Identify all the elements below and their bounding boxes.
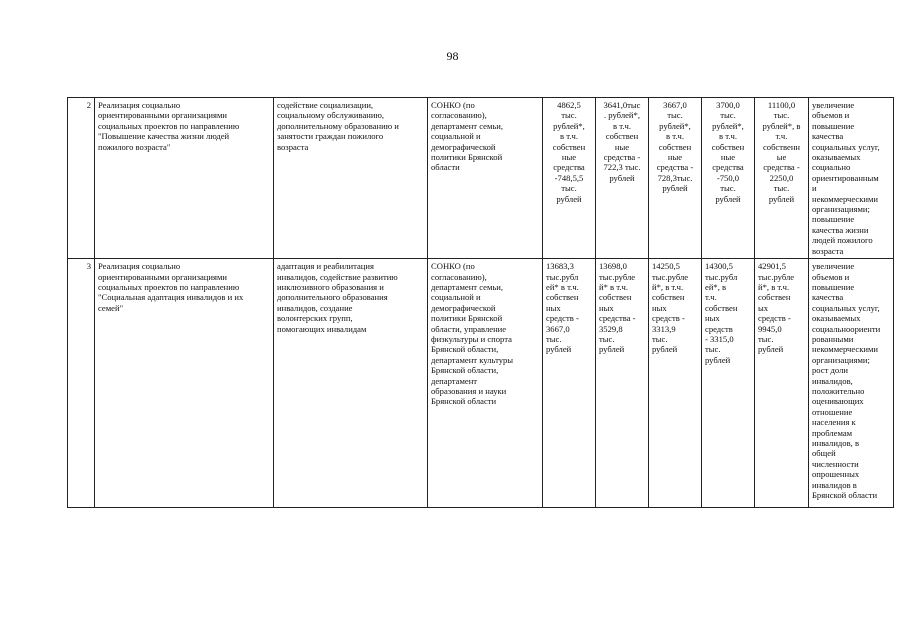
cell-text-line: 11100,0: [767, 100, 796, 110]
cell-text-line: рованными: [812, 333, 854, 344]
cell-text-line: рублей: [599, 344, 625, 355]
cell-text-line: . рублей*,: [604, 110, 640, 121]
table-body: [68, 98, 894, 508]
cell-text-line: средств -: [758, 313, 791, 324]
activity-content-cell: [274, 98, 428, 259]
expected-result-cell: [809, 98, 894, 259]
cell-text-line: 3667,0: [546, 323, 570, 334]
cell-text-line: социальных проектов по направлению: [98, 281, 240, 292]
cell-text-line: тыс.: [773, 183, 790, 194]
cell-text-line: 13698,0: [599, 261, 627, 272]
cell-text-line: ных: [599, 302, 614, 313]
cell-text-line: демографической: [431, 302, 496, 313]
cell-text-line: рублей: [662, 183, 688, 194]
cell-text-line: ные: [614, 141, 630, 152]
cell-text-line: ные: [667, 152, 683, 163]
cell-text-line: -750,0: [716, 172, 740, 183]
funding-year-3-cell: [649, 259, 702, 508]
activity-title-cell: [95, 98, 274, 259]
row-number-cell: 3: [68, 259, 95, 508]
cell-text-line: рублей: [715, 193, 741, 204]
cell-text-line: инвалидов, содействие развитию: [277, 271, 398, 282]
page-number: 98: [446, 49, 459, 63]
cell-text-line: в т.ч.: [613, 120, 631, 131]
cell-text-line: отношение: [812, 406, 853, 417]
cell-text-line: качества жизни: [812, 224, 869, 235]
program-activities-table: [67, 97, 894, 508]
cell-text-line: социальной и: [431, 292, 481, 303]
cell-text-line: содействие социализации,: [277, 100, 374, 110]
cell-text-line: средства: [553, 162, 585, 173]
cell-text-line: ных: [705, 313, 720, 324]
cell-text-line: возраста: [812, 245, 844, 256]
cell-text-line: "Повышение качества жизни людей: [98, 131, 230, 142]
cell-text-line: демографической: [431, 141, 496, 152]
cell-text-line: увеличение: [812, 100, 855, 110]
cell-text-line: адаптация и реабилитация: [277, 261, 374, 272]
cell-text-line: в т.ч.: [666, 131, 684, 142]
cell-text-line: населения к: [812, 417, 856, 428]
cell-text-line: ых: [758, 302, 769, 313]
cell-text-line: оценивающих: [812, 396, 864, 407]
cell-text-line: тыс.: [561, 110, 577, 121]
cell-text-line: социальных проектов по направлению: [98, 120, 240, 131]
cell-text-line: некоммерческими: [812, 193, 879, 204]
cell-text-line: области, управление: [431, 323, 507, 334]
cell-text-line: рост доли: [812, 365, 848, 376]
cell-text-line: согласованию),: [431, 110, 487, 121]
cell-text-line: 3313,9: [652, 323, 676, 334]
cell-text-line: Брянской области: [812, 490, 878, 501]
table-row: [68, 98, 894, 259]
cell-text-line: организациями;: [812, 204, 870, 215]
cell-text-line: инвалидов,: [812, 375, 853, 386]
cell-text-line: ей* в т.ч.: [546, 281, 579, 292]
cell-text-line: тыс.: [652, 333, 668, 344]
cell-text-line: социальноориенти: [812, 323, 881, 334]
cell-text-line: ных: [546, 302, 561, 313]
cell-text-line: средства -: [603, 152, 641, 163]
cell-text-line: 3641,0тыс: [603, 100, 641, 110]
cell-text-line: общей: [812, 448, 836, 459]
funding-year-1-cell: [543, 98, 596, 259]
cell-text-line: семей": [98, 302, 124, 313]
cell-text-line: департамент семьи,: [431, 281, 504, 292]
cell-text-line: объемов и: [812, 110, 850, 121]
cell-text-line: рублей: [705, 354, 731, 365]
funding-year-3-cell: [649, 98, 702, 259]
cell-text-line: Брянской области,: [431, 344, 499, 355]
cell-text-line: средства: [712, 162, 744, 173]
activity-title-cell: [95, 259, 274, 508]
cell-text-line: средства -: [763, 162, 800, 173]
cell-text-line: социальной и: [431, 131, 481, 142]
cell-text-line: й* в т.ч.: [599, 281, 628, 292]
cell-text-line: повышение: [812, 120, 855, 131]
cell-text-line: собственн: [762, 141, 801, 152]
cell-text-line: согласованию),: [431, 271, 487, 282]
cell-text-line: оказываемых: [812, 313, 861, 324]
cell-text-line: пожилого возраста": [98, 141, 171, 152]
cell-text-line: проблемам: [812, 427, 853, 438]
cell-text-line: 3700,0: [716, 100, 740, 110]
funding-year-4-cell: [702, 98, 755, 259]
cell-text-line: социально: [812, 162, 851, 173]
cell-text-line: департамент культуры: [431, 354, 514, 365]
cell-text-line: 13683,3: [546, 261, 574, 272]
cell-text-line: и: [812, 183, 817, 194]
cell-text-line: й*, в т.ч.: [758, 281, 790, 292]
funding-year-1-cell: [543, 259, 596, 508]
cell-text-line: повышение: [812, 281, 855, 292]
cell-text-line: тыс.: [667, 110, 683, 121]
cell-text-line: ориентированными организациями: [98, 271, 227, 282]
cell-text-line: объемов и: [812, 271, 850, 282]
cell-text-line: Реализация социально: [98, 261, 181, 272]
cell-text-line: департамент: [431, 375, 478, 386]
cell-text-line: политики Брянской: [431, 152, 503, 163]
cell-text-line: ориентированными организациями: [98, 110, 227, 121]
cell-text-line: ые: [776, 152, 787, 163]
cell-text-line: инвалидов, создание: [277, 302, 353, 313]
cell-text-line: тыс.рубл: [546, 271, 579, 282]
cell-text-line: "Социальная адаптация инвалидов и их: [98, 292, 244, 303]
cell-text-line: собствен: [711, 141, 745, 152]
cell-text-line: 3529,8: [599, 323, 623, 334]
cell-text-line: рублей*, в: [762, 120, 801, 131]
cell-text-line: тыс.: [546, 333, 562, 344]
cell-text-line: в т.ч.: [560, 131, 578, 142]
cell-text-line: -748,5,5: [554, 172, 584, 183]
cell-text-line: средств -: [652, 313, 685, 324]
cell-text-line: людей пожилого: [812, 235, 873, 246]
cell-text-line: тыс.рубле: [758, 271, 795, 282]
cell-text-line: некоммерческими: [812, 344, 879, 355]
cell-text-line: численности: [812, 458, 859, 469]
cell-text-line: тыс.: [705, 344, 721, 355]
cell-text-line: социальному обслуживанию,: [277, 110, 385, 121]
cell-text-line: рублей*,: [553, 120, 585, 131]
cell-text-line: качества: [812, 292, 844, 303]
cell-text-line: оказываемых: [812, 152, 861, 163]
cell-text-line: возраста: [277, 141, 309, 152]
executors-cell: [428, 259, 543, 508]
cell-text-line: тыс.: [720, 110, 736, 121]
cell-text-line: 4862,5: [557, 100, 581, 110]
cell-text-line: качества: [812, 131, 844, 142]
cell-text-line: собствен: [605, 131, 639, 142]
cell-text-line: организациями;: [812, 354, 870, 365]
cell-text-line: средства -: [599, 313, 636, 324]
cell-text-line: рублей: [652, 344, 678, 355]
cell-text-line: - 3315,0: [705, 333, 734, 344]
cell-text-line: й*, в т.ч.: [652, 281, 684, 292]
cell-text-line: тыс.: [599, 333, 615, 344]
cell-text-line: тыс.: [561, 183, 577, 194]
cell-text-line: рублей*,: [712, 120, 744, 131]
cell-text-line: волонтерских групп,: [277, 313, 353, 324]
cell-text-line: СОНКО (по: [431, 100, 475, 110]
cell-text-line: собствен: [658, 141, 692, 152]
cell-text-line: рублей: [758, 344, 784, 355]
cell-text-line: рублей: [768, 193, 795, 204]
expected-result-cell: [809, 259, 894, 508]
cell-text-line: тыс.: [720, 183, 736, 194]
cell-text-line: инвалидов, в: [812, 438, 860, 448]
cell-text-line: тыс.: [773, 110, 790, 121]
cell-text-line: рублей: [556, 193, 582, 204]
cell-text-line: социальных услуг,: [812, 302, 880, 313]
cell-text-line: т.ч.: [775, 131, 788, 142]
cell-text-line: департамент семьи,: [431, 120, 504, 131]
cell-text-line: тыс.рубле: [652, 271, 689, 282]
cell-text-line: рублей: [609, 172, 635, 183]
cell-text-line: ные: [720, 152, 736, 163]
cell-text-line: социальных услуг,: [812, 141, 880, 152]
cell-text-line: 9945,0: [758, 323, 782, 334]
cell-text-line: средств -: [546, 313, 579, 324]
cell-text-line: увеличение: [812, 261, 855, 272]
funding-total-cell: [755, 259, 809, 508]
cell-text-line: ориентированным: [812, 172, 879, 183]
funding-year-4-cell: [702, 259, 755, 508]
cell-text-line: инклюзивного образования и: [277, 281, 384, 292]
cell-text-line: политики Брянской: [431, 313, 503, 324]
cell-text-line: 14300,5: [705, 261, 733, 272]
cell-text-line: ные: [561, 152, 577, 163]
cell-text-line: собствен: [552, 141, 586, 152]
cell-text-line: 3667,0: [663, 100, 687, 110]
cell-text-line: средства -: [656, 162, 694, 173]
cell-text-line: тыс.: [758, 333, 774, 344]
cell-text-line: собствен: [705, 302, 738, 313]
cell-text-line: тыс.рубл: [705, 271, 738, 282]
cell-text-line: опрошенных: [812, 469, 860, 480]
cell-text-line: 728,3тыс.: [657, 172, 693, 183]
cell-text-line: рублей: [546, 344, 572, 355]
cell-text-line: собствен: [652, 292, 685, 303]
cell-text-line: инвалидов в: [812, 479, 857, 490]
activity-content-cell: [274, 259, 428, 508]
cell-text-line: собствен: [599, 292, 632, 303]
cell-text-line: 722,3 тыс.: [603, 162, 641, 173]
row-number-cell: 2: [68, 98, 95, 259]
cell-text-line: ных: [652, 302, 667, 313]
cell-text-line: 2250,0: [769, 172, 794, 183]
cell-text-line: СОНКО (по: [431, 261, 475, 272]
cell-text-line: рублей*,: [659, 120, 691, 131]
cell-text-line: 14250,5: [652, 261, 680, 272]
cell-text-line: Брянской области,: [431, 365, 499, 376]
cell-text-line: занятости граждан пожилого: [277, 131, 384, 142]
funding-year-2-cell: [596, 259, 649, 508]
cell-text-line: собствен: [546, 292, 579, 303]
cell-text-line: в т.ч.: [719, 131, 737, 142]
cell-text-line: Реализация социально: [98, 100, 181, 110]
cell-text-line: области: [431, 162, 460, 173]
cell-text-line: ей*, в: [705, 281, 727, 292]
cell-text-line: дополнительного образования: [277, 292, 388, 303]
executors-cell: [428, 98, 543, 259]
cell-text-line: положительно: [812, 385, 865, 396]
table-row: [68, 259, 894, 508]
cell-text-line: помогающих инвалидам: [277, 323, 367, 334]
cell-text-line: Брянской области: [431, 396, 497, 407]
funding-total-cell: [755, 98, 809, 259]
cell-text-line: 42901,5: [758, 261, 786, 272]
cell-text-line: собствен: [758, 292, 791, 303]
cell-text-line: повышение: [812, 214, 855, 225]
cell-text-line: средств: [705, 323, 733, 334]
cell-text-line: дополнительному образованию и: [277, 120, 399, 131]
cell-text-line: т.ч.: [705, 292, 717, 303]
cell-text-line: образования и науки: [431, 385, 507, 396]
cell-text-line: тыс.рубле: [599, 271, 636, 282]
funding-year-2-cell: [596, 98, 649, 259]
cell-text-line: физкультуры и спорта: [431, 333, 512, 344]
